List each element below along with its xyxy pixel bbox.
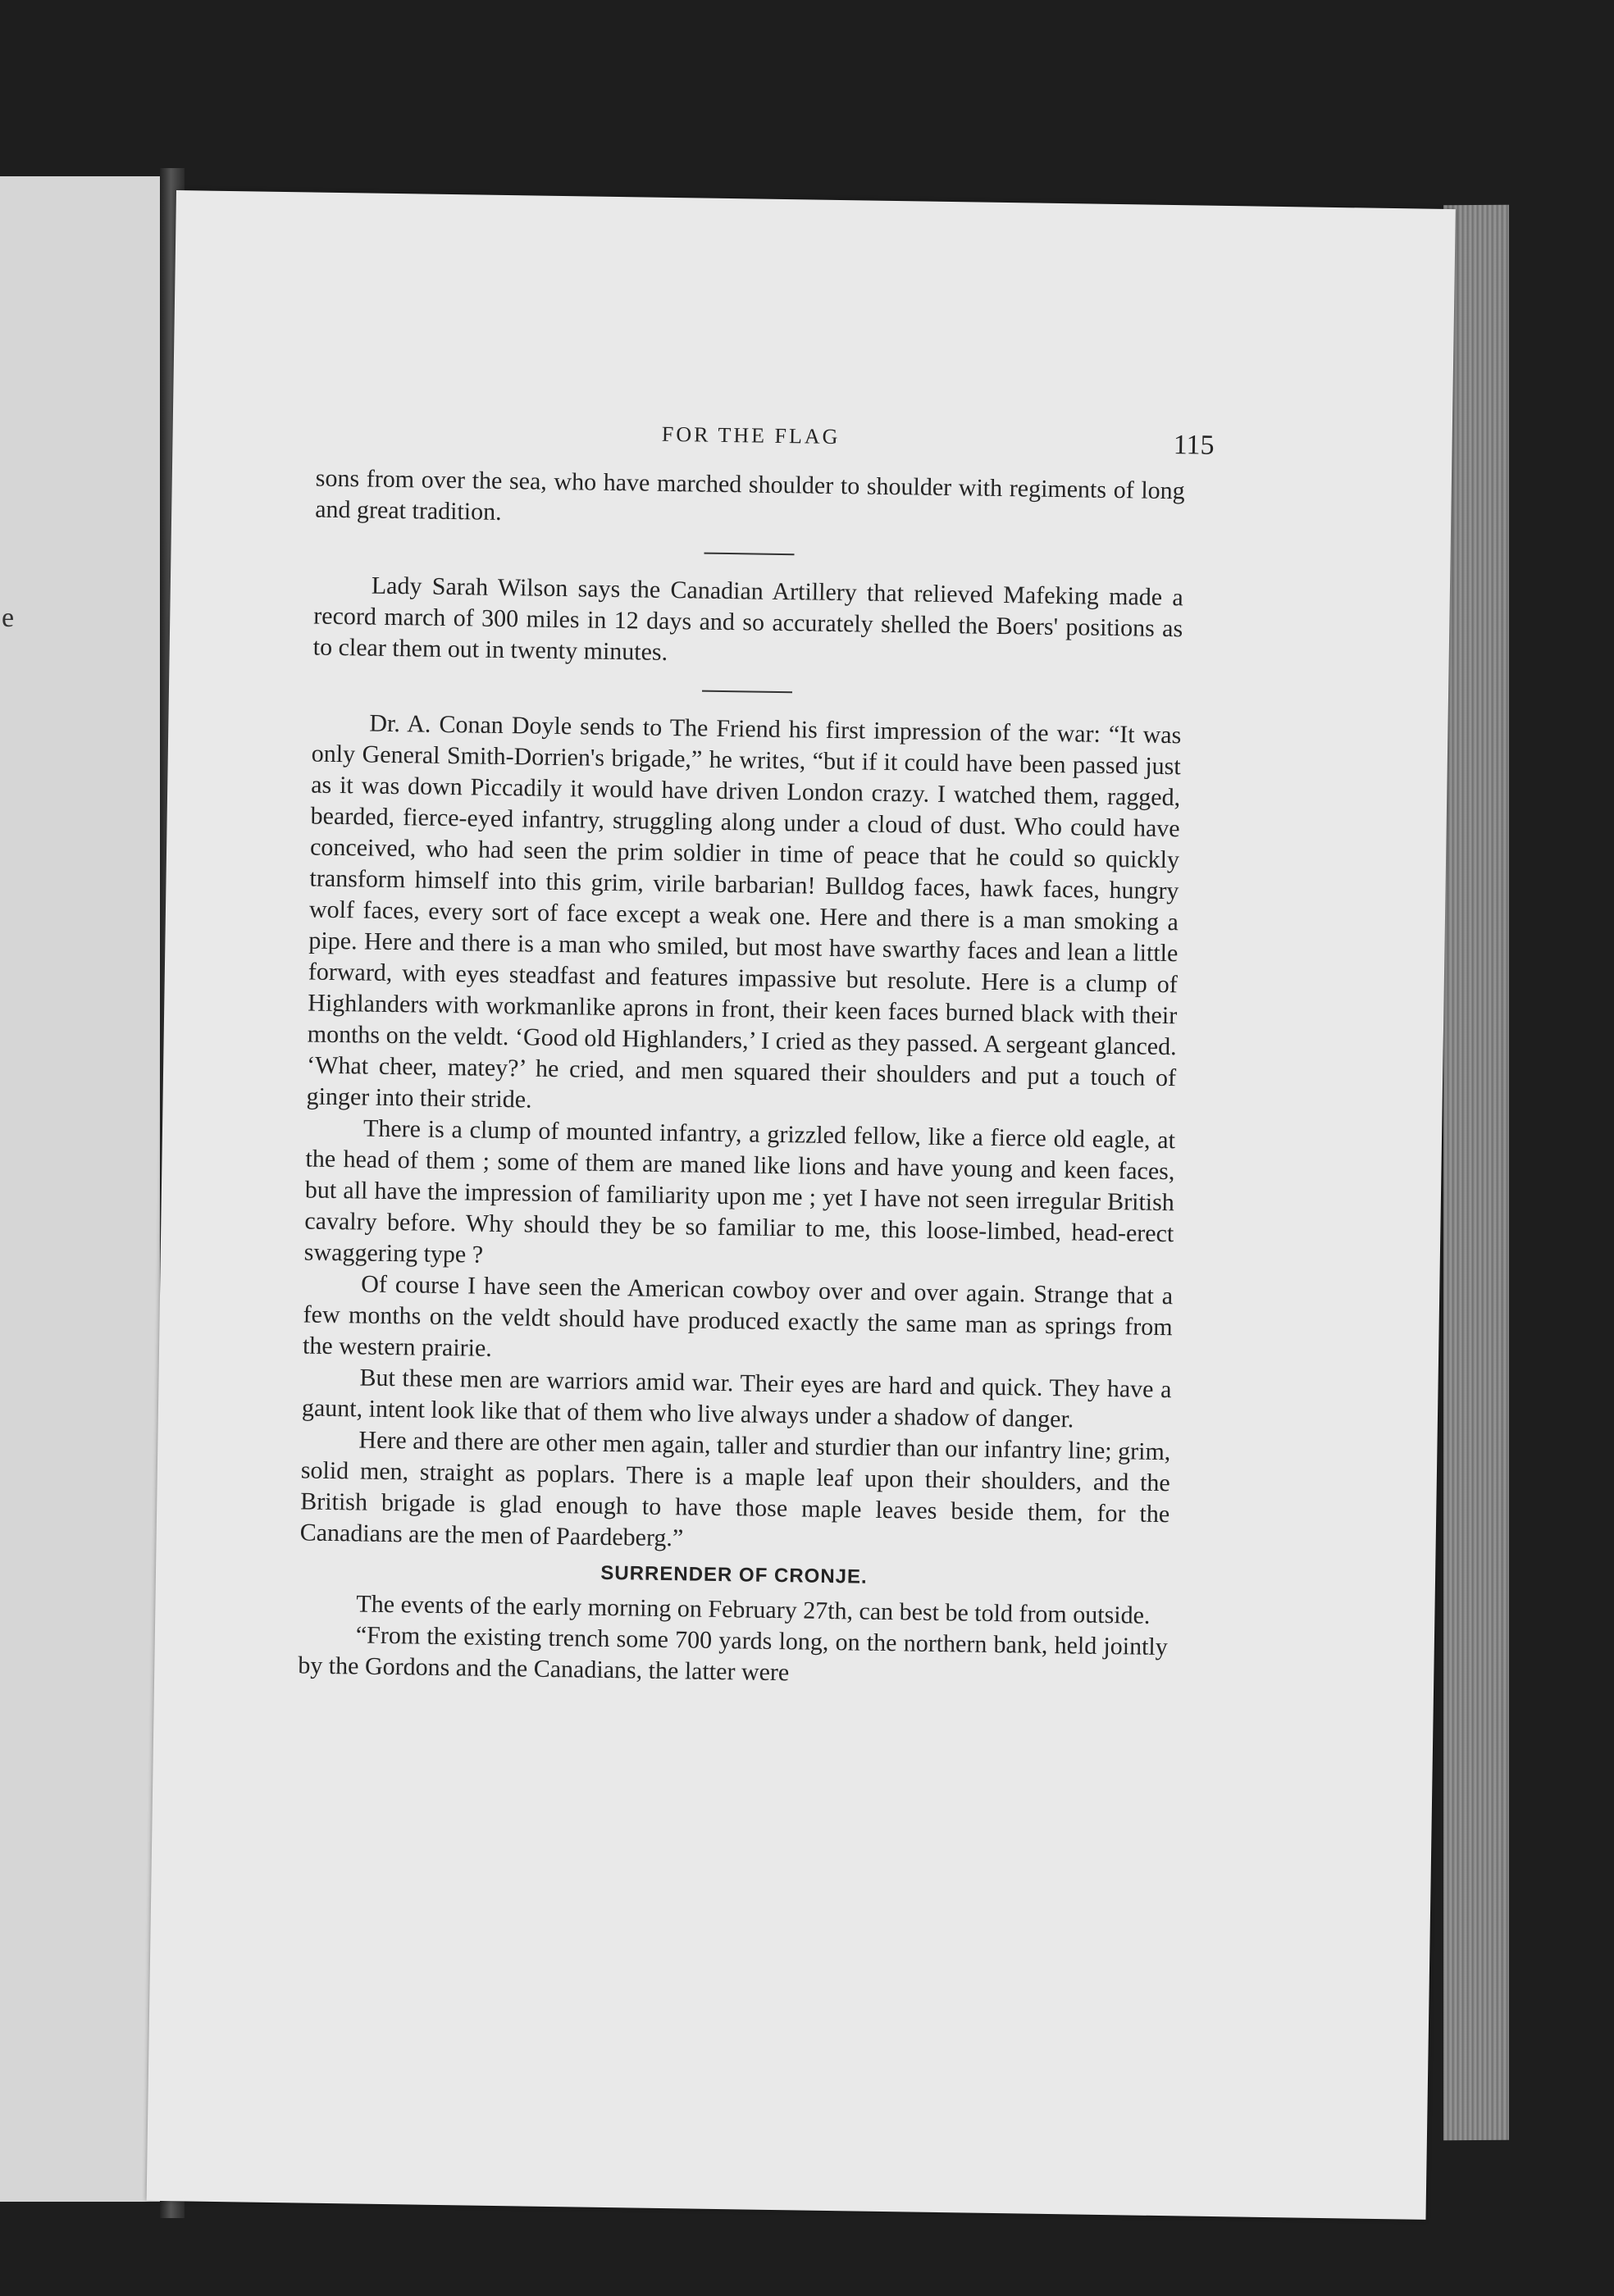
paragraph-doyle-5: Here and there are other men again, taller and sturdier than our infantry line; grim, solid men, straight as poplars. There is a maple leaf upon their shoulders, and the British brigade is glad enough to have those maple leaves beside them, for the Canadians are the men of Paardeberg.” <box>299 1426 1171 1552</box>
paragraph-doyle-2: There is a clump of mounted infantry, a grizzled fellow, like a fierce old eagle, at the head of them ; some of them are maned like lions and have young and keen faces, but all have the impression of familiarity upon me ; yet I have not seen irregular British cavalry before. Why should they be so familiar to me, this loose-limbed, head-erect swaggering type ? <box>303 1114 1176 1269</box>
running-title: FOR THE FLAG <box>661 421 841 449</box>
paragraph-doyle-1: Dr. A. Conan Doyle sends to The Friend his first impression of the war: “It was only General Smith-Dorrien's brigade,” he writes, “but if it could have been passed just as it was down Piccadily it would have driven London crazy. I watched them, ragged, bearded, fierce-eyed infantry, struggling along under a cloud of dust. Who could have conceived, who had seen the prim soldier in time of peace that he could so quickly transform himself into this grim, virile barbarian! Bulldog faces, hawk faces, hungry wolf faces, every sort of face except a weak one. Here and there is a man smoking a pipe. Here and there is a man who smiled, but most have swarthy faces and lean a little forward, with eyes steadfast and features impassive but resolute. Here is a clump of Highlanders with workmanlike aprons in front, their keen faces burned black with their months on the veldt. ‘Good old Highlanders,’ I cried as they passed. A sergeant glanced. ‘What cheer, matey?’ he cried, and men squared their shoulders and put a touch of ginger into their stride. <box>306 709 1182 1114</box>
page-text-block <box>298 414 1215 1695</box>
left-page-edge-letter: e <box>2 603 15 633</box>
paragraph-cronje-2: “From the existing trench some 700 yards long, on the northern bank, held jointly by the Gordons and the Canadians, the latter were <box>298 1621 1169 1687</box>
paragraph-continuation: sons from over the sea, who have marched shoulder to shoulder with regiments of long and great tradition. <box>315 464 1185 526</box>
paragraph-doyle-4: But these men are warriors amid war. Their eyes are hard and quick. They have a gaunt, intent look like that of them who live always under a shadow of danger. <box>301 1364 1172 1433</box>
left-page <box>0 176 164 2202</box>
section-rule <box>704 553 794 556</box>
paragraph-cronje-1: The events of the early morning on February 27th, can best be told from outside. <box>356 1590 1151 1629</box>
page-edges <box>1443 205 1509 2141</box>
page-number: 115 <box>1173 430 1215 461</box>
right-page <box>147 190 1456 2220</box>
paragraph-doyle-3: Of course I have seen the American cowboy over and over again. Strange that a few months on the veldt should have produced exactly the same man as springs from the western prairie. <box>302 1270 1174 1362</box>
paragraph-wilson: Lady Sarah Wilson says the Canadian Artillery that relieved Mafeking made a record march of 300 miles in 12 days and so accurately shelled the Boers' positions as to clear them out in twenty minutes. <box>312 572 1184 666</box>
section-heading: SURRENDER OF CRONJE. <box>600 1561 868 1588</box>
section-rule <box>702 690 792 694</box>
